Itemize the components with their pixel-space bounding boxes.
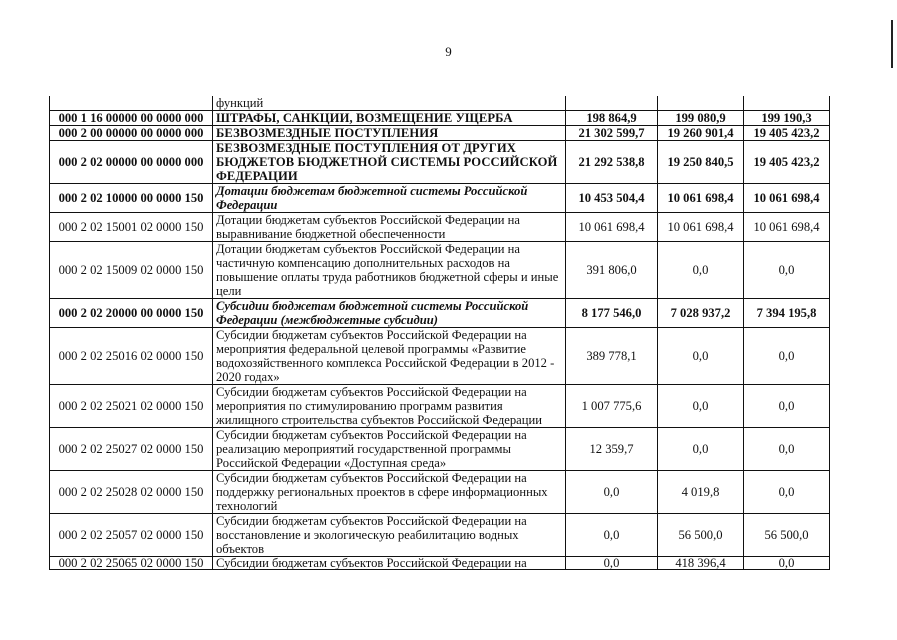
value-col-1: 1 007 775,6 <box>566 385 658 428</box>
income-name: Дотации бюджетам бюджетной системы Российской Федерации <box>213 184 566 213</box>
value-col-1: 10 061 698,4 <box>566 213 658 242</box>
page-number: 9 <box>445 44 452 59</box>
value-col-3: 0,0 <box>744 557 830 570</box>
value-col-3: 0,0 <box>744 471 830 514</box>
value-col-2: 0,0 <box>658 385 744 428</box>
value-col-3: 10 061 698,4 <box>744 213 830 242</box>
value-col-1: 21 302 599,7 <box>566 126 658 141</box>
budget-code: 000 2 02 15009 02 0000 150 <box>50 242 213 299</box>
value-col-1: 10 453 504,4 <box>566 184 658 213</box>
budget-code: 000 2 02 25028 02 0000 150 <box>50 471 213 514</box>
value-col-2: 19 260 901,4 <box>658 126 744 141</box>
value-col-3: 0,0 <box>744 428 830 471</box>
value-col-2: 19 250 840,5 <box>658 141 744 184</box>
table-row <box>50 428 830 471</box>
value-col-2: 4 019,8 <box>658 471 744 514</box>
value-col-1: 0,0 <box>566 514 658 557</box>
table-row <box>50 299 830 328</box>
value-col-1: 0,0 <box>566 471 658 514</box>
value-col-1: 198 864,9 <box>566 111 658 126</box>
table-row <box>50 141 830 184</box>
budget-code <box>50 96 213 111</box>
value-col-2: 56 500,0 <box>658 514 744 557</box>
income-name: Субсидии бюджетам субъектов Российской Федерации на <box>213 557 566 570</box>
table-row <box>50 96 830 111</box>
value-col-1: 0,0 <box>566 557 658 570</box>
value-col-3: 56 500,0 <box>744 514 830 557</box>
value-col-2: 10 061 698,4 <box>658 213 744 242</box>
value-col-2: 418 396,4 <box>658 557 744 570</box>
value-col-3: 0,0 <box>744 328 830 385</box>
table-row <box>50 184 830 213</box>
table-row <box>50 242 830 299</box>
value-col-1 <box>566 96 658 111</box>
income-name: функций <box>213 96 566 111</box>
table-row <box>50 557 830 570</box>
budget-code: 000 2 02 25021 02 0000 150 <box>50 385 213 428</box>
value-col-3: 10 061 698,4 <box>744 184 830 213</box>
table-row <box>50 471 830 514</box>
income-name: Дотации бюджетам субъектов Российской Федерации на выравнивание бюджетной обеспеченности <box>213 213 566 242</box>
income-name: БЕЗВОЗМЕЗДНЫЕ ПОСТУПЛЕНИЯ ОТ ДРУГИХ БЮДЖЕТОВ БЮДЖЕТНОЙ СИСТЕМЫ РОССИЙСКОЙ ФЕДЕРАЦИИ <box>213 141 566 184</box>
budget-code: 000 2 02 00000 00 0000 000 <box>50 141 213 184</box>
table-row <box>50 111 830 126</box>
value-col-2: 7 028 937,2 <box>658 299 744 328</box>
scan-edge-mark <box>891 20 893 68</box>
budget-code: 000 2 02 10000 00 0000 150 <box>50 184 213 213</box>
income-name: Дотации бюджетам субъектов Российской Федерации на частичную компенсацию дополнительных расходов на повышение оплаты труда работников бюджетной сферы и иные цели <box>213 242 566 299</box>
table-row <box>50 328 830 385</box>
value-col-2 <box>658 96 744 111</box>
table-row <box>50 126 830 141</box>
income-name: БЕЗВОЗМЕЗДНЫЕ ПОСТУПЛЕНИЯ <box>213 126 566 141</box>
budget-code: 000 2 02 20000 00 0000 150 <box>50 299 213 328</box>
income-name: Субсидии бюджетам субъектов Российской Федерации на мероприятия по стимулированию программ развития жилищного строительства субъектов Российской Федерации <box>213 385 566 428</box>
budget-code: 000 1 16 00000 00 0000 000 <box>50 111 213 126</box>
income-name: Субсидии бюджетам субъектов Российской Федерации на восстановление и экологическую реабилитацию водных объектов <box>213 514 566 557</box>
value-col-3: 199 190,3 <box>744 111 830 126</box>
table-row <box>50 213 830 242</box>
value-col-3: 0,0 <box>744 385 830 428</box>
value-col-1: 8 177 546,0 <box>566 299 658 328</box>
value-col-1: 21 292 538,8 <box>566 141 658 184</box>
value-col-1: 12 359,7 <box>566 428 658 471</box>
value-col-3: 19 405 423,2 <box>744 126 830 141</box>
value-col-2: 0,0 <box>658 328 744 385</box>
value-col-3 <box>744 96 830 111</box>
budget-code: 000 2 02 15001 02 0000 150 <box>50 213 213 242</box>
table-row <box>50 385 830 428</box>
value-col-3: 7 394 195,8 <box>744 299 830 328</box>
revenue-table <box>49 96 830 570</box>
income-name: Субсидии бюджетам субъектов Российской Федерации на реализацию мероприятий государственной программы Российской Федерации «Доступная среда» <box>213 428 566 471</box>
income-name: Субсидии бюджетам субъектов Российской Федерации на мероприятия федеральной целевой программы «Развитие водохозяйственного комплекса Российской Федерации в 2012 - 2020 годах» <box>213 328 566 385</box>
value-col-2: 0,0 <box>658 242 744 299</box>
value-col-1: 389 778,1 <box>566 328 658 385</box>
budget-code: 000 2 02 25027 02 0000 150 <box>50 428 213 471</box>
budget-code: 000 2 02 25065 02 0000 150 <box>50 557 213 570</box>
value-col-3: 0,0 <box>744 242 830 299</box>
value-col-1: 391 806,0 <box>566 242 658 299</box>
value-col-3: 19 405 423,2 <box>744 141 830 184</box>
income-name: Субсидии бюджетам бюджетной системы Российской Федерации (межбюджетные субсидии) <box>213 299 566 328</box>
value-col-2: 199 080,9 <box>658 111 744 126</box>
budget-code: 000 2 00 00000 00 0000 000 <box>50 126 213 141</box>
budget-code: 000 2 02 25016 02 0000 150 <box>50 328 213 385</box>
table-row <box>50 514 830 557</box>
income-name: Субсидии бюджетам субъектов Российской Федерации на поддержку региональных проектов в сфере информационных технологий <box>213 471 566 514</box>
income-name: ШТРАФЫ, САНКЦИИ, ВОЗМЕЩЕНИЕ УЩЕРБА <box>213 111 566 126</box>
value-col-2: 10 061 698,4 <box>658 184 744 213</box>
budget-code: 000 2 02 25057 02 0000 150 <box>50 514 213 557</box>
value-col-2: 0,0 <box>658 428 744 471</box>
